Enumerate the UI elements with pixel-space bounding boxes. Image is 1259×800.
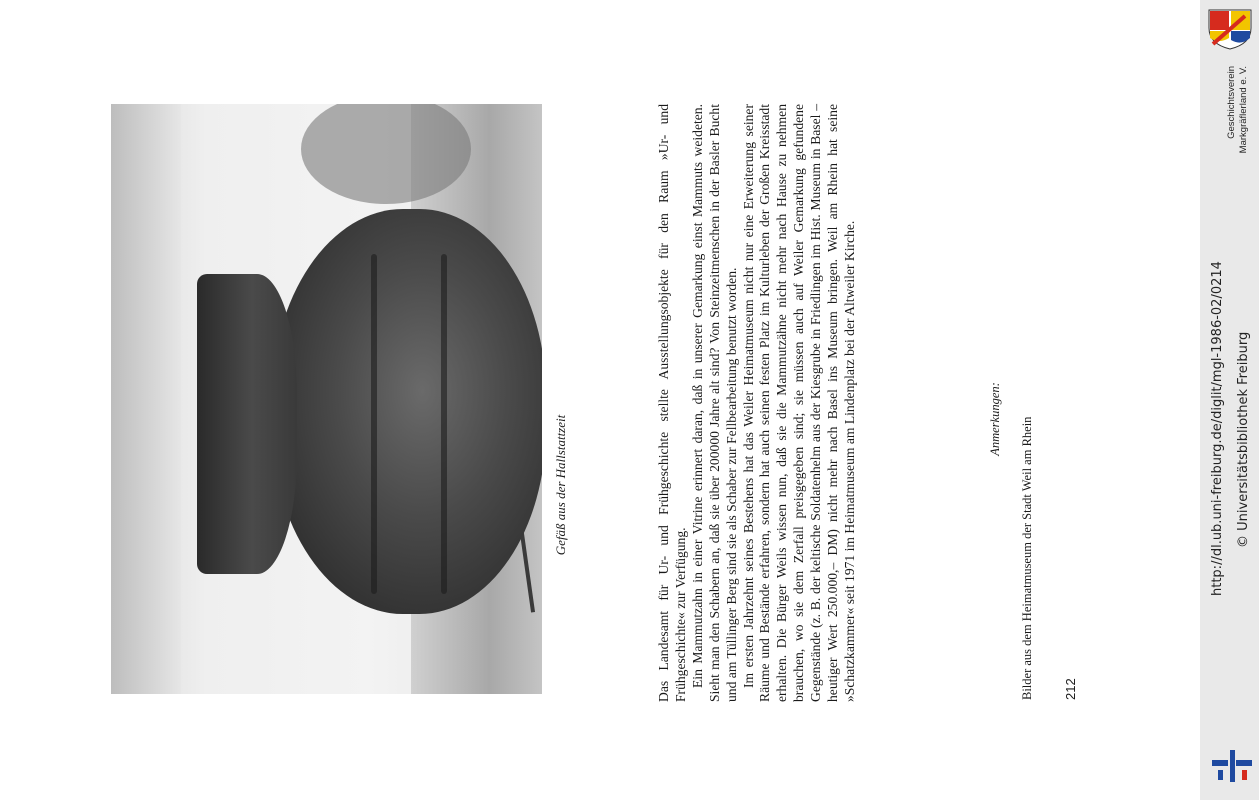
photo-shelf	[111, 104, 181, 694]
society-name-line2: Markgräflerland e. V.	[1238, 66, 1249, 154]
vessel-neck	[197, 274, 297, 574]
paragraph: Im ersten Jahrzehnt seines Bestehens hat das Weiler Heimatmuseum nicht nur eine Erweiterung seiner Räume und Bestände erfahren, sondern hat auch seinen festen Platz im Kulturleben der Großen Kreisstadt erhalten. Die Bürger Weils wissen nun, daß sie die Mammutzähne nicht mehr nach Hause zu nehmen brauchen, wo sie dem Zerfall preisgegeben sind; sie müssen auch auf Weiler Gemarkung gefundene Gegenstände (z. B. der keltische Soldatenhelm aus der Kiesgrube in Friedlingen im Hist. Museum in Basel – heutiger Wert 250.000,– DM) nicht mehr nach Basel ins Museum bringen. Weil am Rhein hat seine »Schatzkammer« seit 1971 im Heimatmuseum am Lindenplatz bei der Altweiler Kirche.	[740, 104, 857, 702]
society-name: Geschichtsverein	[1226, 66, 1237, 139]
vessel-ornament-band	[441, 254, 447, 594]
page-number: 212	[1063, 678, 1078, 700]
notes-text: Bilder aus dem Heimatmuseum der Stadt Weil am Rhein	[1020, 416, 1034, 700]
notes-heading: Anmerkungen:	[988, 382, 1002, 456]
copyright-notice: © Universitätsbibliothek Freiburg	[1236, 331, 1251, 548]
vessel-photograph	[111, 104, 542, 694]
hallstatt-vessel	[271, 209, 542, 614]
body-text	[656, 104, 952, 702]
paragraph: Das Landesamt für Ur- und Frühgeschichte stellte Ausstellungsobjekte für den Raum »Ur- und Frühgeschichte« zur Verfügung.	[656, 104, 688, 702]
vessel-ornament-band	[371, 254, 377, 594]
photo-caption: Gefäß aus der Hallstattzeit	[553, 414, 568, 556]
permalink-url[interactable]: http://dl.ub.uni-freiburg.de/diglit/mgl-1986-02/0214	[1210, 261, 1225, 596]
coat-of-arms-logo	[1207, 8, 1253, 50]
paragraph: Ein Mammutzahn in einer Vitrine erinnert daran, daß in unserer Gemarkung einst Mammuts weideten. Sieht man den Schabern an, daß sie über 200000 Jahre alt sind? Von Steinzeitmenschen in der Basler Bucht und am Tüllinger Berg sind sie als Schaber zur Fellbearbeitung benutzt worden.	[689, 104, 739, 702]
university-library-logo	[1210, 748, 1254, 784]
